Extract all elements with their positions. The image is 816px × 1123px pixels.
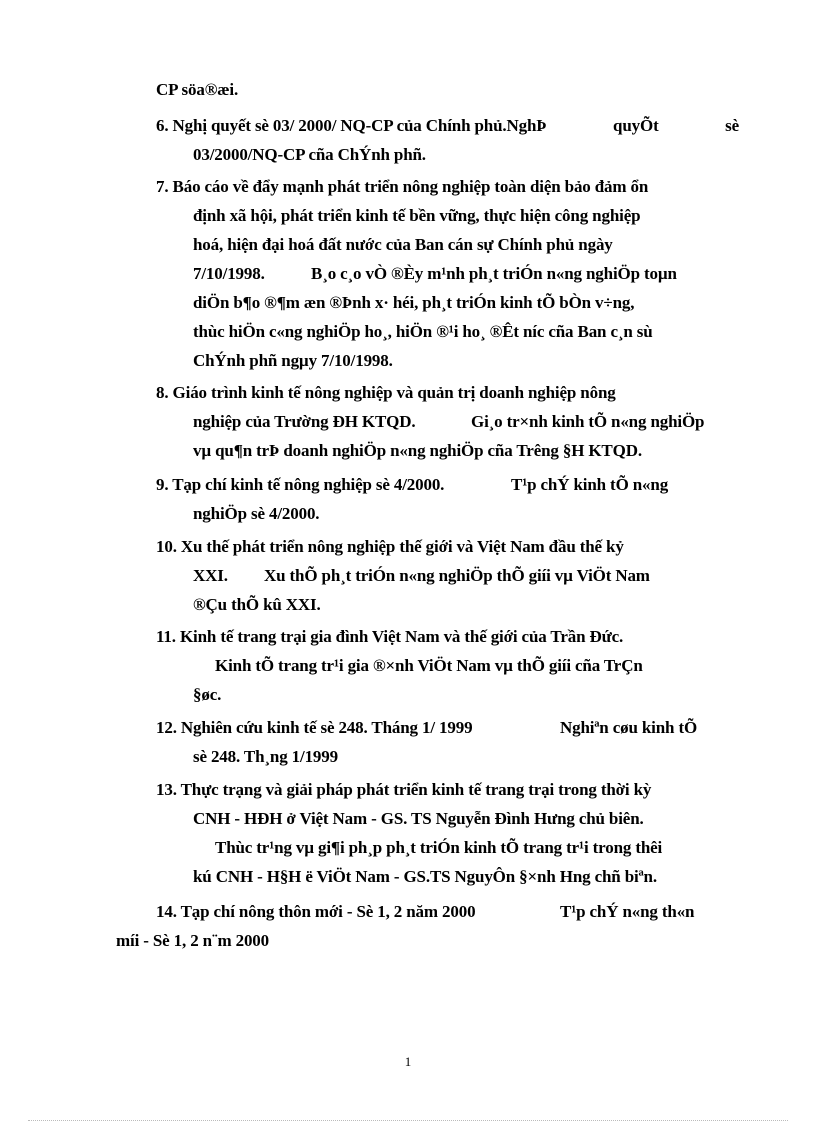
text-line: Nghiªn cøu kinh tÕ bbox=[560, 718, 698, 737]
text-line: 10. Xu thế phát triển nông nghiệp thế giới và Việt Nam đầu thế kỷ bbox=[156, 537, 624, 556]
list-item-13: 13. Thực trạng và giải pháp phát triển kinh tế trang trại trong thời kỳ bbox=[156, 780, 652, 799]
text-line: Gi¸o tr×nh kinh tÕ n«ng nghiÖp bbox=[471, 412, 705, 431]
text-line: 7/10/1998. bbox=[193, 264, 265, 283]
text-line: diÖn b¶o ®¶m æn ®Þnh x· héi, ph¸t triÓn kinh tÕ bÒn v÷ng, bbox=[193, 293, 635, 312]
text-line: hoá, hiện đại hoá đất nước của Ban cán sự Chính phủ ngày bbox=[193, 235, 613, 254]
text-line: 7. Báo cáo về đẩy mạnh phát triển nông nghiệp toàn diện bảo đảm ổn bbox=[156, 177, 649, 196]
page-bottom-divider bbox=[28, 1120, 788, 1121]
text-line-wrap bbox=[193, 233, 739, 257]
text-line: ChÝnh phñ ngµy 7/10/1998. bbox=[193, 351, 393, 370]
text-line: nghiÖp sè 4/2000. bbox=[193, 504, 320, 523]
text-line-wrap bbox=[193, 204, 739, 228]
text-line: thùc hiÖn c«ng nghiÖp ho¸, hiÖn ®¹i ho¸ ®Êt níc cña Ban c¸n sù bbox=[193, 322, 653, 341]
page-number: 1 bbox=[404, 1054, 412, 1069]
text-line: Thùc tr¹ng vµ gi¶i ph¸p ph¸t triÓn kinh tÕ trang tr¹i trong thêi bbox=[215, 838, 663, 857]
text-line: §øc. bbox=[193, 685, 222, 704]
text-line: ®Çu thÕ kû XXI. bbox=[193, 595, 321, 614]
text-line: 03/2000/NQ-CP cña ChÝnh phñ. bbox=[193, 145, 426, 164]
text-line: CNH - HĐH ở Việt Nam - GS. TS Nguyễn Đình Hưng chủ biên. bbox=[193, 809, 644, 828]
list-item-8 bbox=[156, 381, 739, 405]
text-line: Xu thÕ ph¸t triÓn n«ng nghiÖp thÕ giíi vµ ViÖt Nam bbox=[264, 566, 650, 585]
text-line: sè bbox=[725, 116, 739, 135]
text-line: T¹p chÝ kinh tÕ n«ng bbox=[511, 475, 669, 494]
text-line: vµ qu¶n trÞ doanh nghiÖp n«ng nghiÖp cña Trêng §H KTQD. bbox=[193, 441, 642, 460]
text-line: 11. Kinh tế trang trại gia đình Việt Nam và thế giới của Trần Đức. bbox=[156, 627, 624, 646]
text-line: định xã hội, phát triển kinh tế bền vững, thực hiện công nghiệp bbox=[193, 206, 641, 225]
list-item-10 bbox=[156, 535, 739, 559]
list-item-12: 12. Nghiên cứu kinh tế sè 248. Tháng 1/ 1999 bbox=[156, 718, 473, 737]
list-item-14: 14. Tạp chí nông thôn mới - Sè 1, 2 năm 2000 bbox=[156, 902, 476, 921]
text-line: 8. Giáo trình kinh tế nông nghiệp và quản trị doanh nghiệp nông bbox=[156, 383, 616, 402]
text-line: T¹p chÝ n«ng th«n bbox=[560, 902, 695, 921]
list-item-11 bbox=[156, 625, 739, 649]
text-line: míi - Sè 1, 2 n¨m 2000 bbox=[116, 931, 269, 950]
list-item-6 bbox=[156, 114, 739, 138]
text-line: 6. Nghị quyết sè 03/ 2000/ NQ-CP của Chính phủ.NghÞ bbox=[156, 116, 547, 135]
text-line: B¸o c¸o vÒ ®Èy m¹nh ph¸t triÓn n«ng nghiÖp toµn bbox=[311, 264, 677, 283]
text-line: nghiệp của Trường ĐH KTQD. bbox=[193, 412, 416, 431]
text-line: CP söa®æi. bbox=[156, 80, 239, 99]
text-line: kú CNH - H§H ë ViÖt Nam - GS.TS NguyÔn §×nh Hng chñ biªn. bbox=[193, 867, 657, 886]
text-line: quyÕt bbox=[613, 116, 659, 135]
text-line: XXI. bbox=[193, 566, 228, 585]
text-line: sè 248. Th¸ng 1/1999 bbox=[193, 747, 338, 766]
list-item-7 bbox=[156, 175, 739, 199]
text-line: Kinh tÕ trang tr¹i gia ®×nh ViÖt Nam vµ thÕ giíi cña TrÇn bbox=[215, 656, 643, 675]
list-item-9: 9. Tạp chí kinh tế nông nghiệp sè 4/2000. bbox=[156, 475, 445, 494]
